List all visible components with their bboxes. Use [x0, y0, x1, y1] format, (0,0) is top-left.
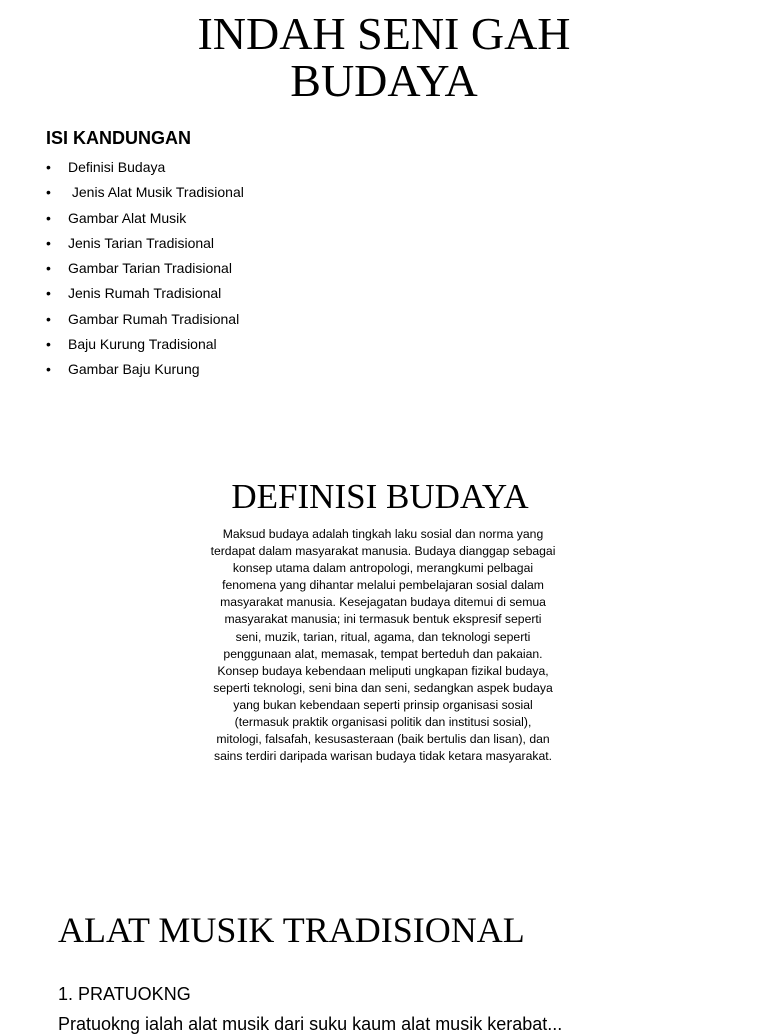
paragraph-line: yang bukan kebendaan seperti prinsip organisasi sosial — [233, 697, 533, 712]
bullet-icon: • — [46, 336, 51, 353]
paragraph-line: sains terdiri daripada warisan budaya tidak ketara masyarakat. — [213, 749, 553, 764]
bullet-icon: • — [46, 159, 51, 175]
paragraph-line: terdapat dalam masyarakat manusia. Budaya dianggap sebagai — [210, 544, 556, 559]
paragraph-line: penggunaan alat, memasak, tempat berteduh dan pakaian. — [223, 646, 543, 661]
definisi-heading: DEFINISI BUDAYA — [231, 477, 529, 516]
item-heading-pratuokng: 1. PRATUOKNG — [58, 984, 191, 1004]
toc-item — [46, 258, 244, 283]
toc-item-label: Gambar Tarian Tradisional — [68, 260, 232, 277]
paragraph-line: seperti teknologi, seni bina dan seni, sedangkan aspek budaya — [213, 680, 553, 695]
paragraph-line: seni, muzik, tarian, ritual, agama, dan teknologi seperti — [235, 629, 531, 644]
title-line-1: INDAH SENI GAH — [197, 8, 571, 59]
toc-item-label: Jenis Rumah Tradisional — [68, 285, 222, 302]
bullet-icon: • — [46, 310, 51, 327]
bullet-icon: • — [46, 234, 51, 251]
paragraph-line: konsep utama dalam antropologi, merangkumi pelbagai — [232, 561, 534, 576]
toc-item-label: Baju Kurung Tradisional — [68, 336, 217, 353]
bullet-icon: • — [46, 184, 51, 201]
toc-item-label: Jenis Tarian Tradisional — [68, 234, 215, 251]
toc-item — [46, 208, 244, 233]
bullet-icon: • — [46, 260, 51, 277]
toc-item-label: Gambar Baju Kurung — [68, 361, 200, 378]
toc-list — [46, 157, 244, 385]
toc-item — [46, 309, 244, 334]
title-line-2: BUDAYA — [290, 55, 478, 106]
paragraph-line: masyarakat manusia. Kesejagatan budaya ditemui di semua — [220, 595, 546, 610]
paragraph-line: Maksud budaya adalah tingkah laku sosial dan norma yang — [222, 527, 544, 541]
paragraph-line: (termasuk praktik organisasi politik dan institusi sosial), — [234, 715, 532, 730]
paragraph-line: fenomena yang dihantar melalui pembelajaran sosial dalam — [222, 578, 544, 593]
toc-item — [46, 334, 244, 359]
document-title — [0, 10, 768, 104]
toc-item — [46, 359, 244, 384]
toc-item — [46, 283, 244, 308]
toc-heading: ISI KANDUNGAN — [46, 128, 192, 148]
paragraph-line: Konsep budaya kebendaan meliputi ungkapan fizikal budaya, — [217, 663, 549, 678]
bullet-icon: • — [46, 361, 51, 378]
paragraph-line: mitologi, falsafah, kesusasteraan (baik bertulis dan lisan), dan — [216, 732, 550, 747]
toc-item-label: Gambar Alat Musik — [68, 209, 187, 226]
toc-item — [46, 233, 244, 258]
toc-item-label: Definisi Budaya — [68, 159, 166, 175]
bullet-icon: • — [46, 209, 51, 226]
toc-item — [46, 157, 244, 182]
bullet-icon: • — [46, 285, 51, 302]
definisi-paragraph — [193, 526, 573, 765]
toc-item — [46, 182, 244, 207]
alat-musik-heading: ALAT MUSIK TRADISIONAL — [58, 910, 525, 950]
toc-item-label: Gambar Rumah Tradisional — [68, 310, 240, 327]
paragraph-line: masyarakat manusia; ini termasuk bentuk ekspresif seperti — [224, 612, 542, 627]
toc-item-label: Jenis Alat Musik Tradisional — [68, 184, 244, 201]
partial-paragraph: Pratuokng ialah alat musik dari suku kaum alat musik kerabat... — [58, 1014, 563, 1034]
